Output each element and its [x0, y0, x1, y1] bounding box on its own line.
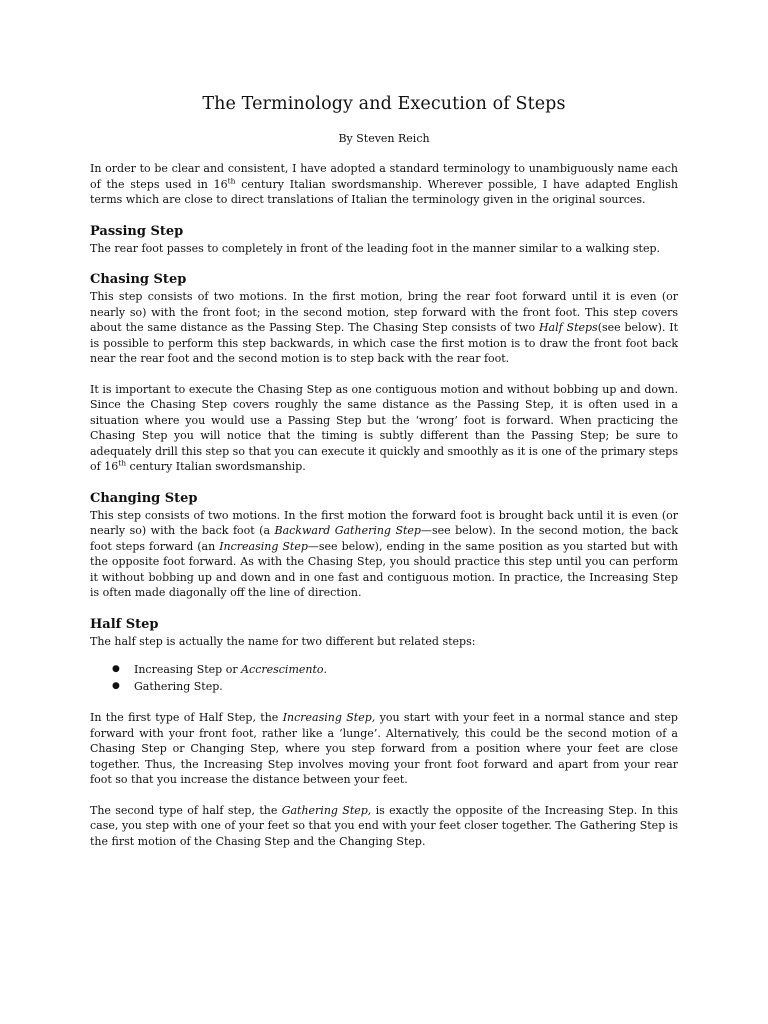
half-p3-text-1: The second type of half step, the — [90, 803, 282, 817]
half-step-list — [90, 661, 678, 695]
chasing-p1-emphasis: Half Steps — [538, 321, 598, 334]
intro-sup: th — [227, 175, 236, 185]
half-paragraph-2 — [90, 710, 678, 788]
changing-text-3: —see below), ending in the same position as you started but with the opposite foot forward. As with the Chasing Step, you should practice this step until you can perform it without bobbing up and down and in one fast and contiguous motion. In practice, the Increasing Step is often made diagonally off the line of direction. — [90, 539, 678, 599]
half-paragraph-3 — [90, 803, 678, 850]
half-p3-text-2: is exactly the opposite of the Increasing Step. In this case, you step with one of your feet so that you end with your feet closer together. The Gathering Step is the first motion of the Chasing Step and the Changing Step. — [90, 803, 679, 848]
list-item-emphasis: Accrescimento — [241, 663, 324, 676]
byline: By Steven Reich — [338, 132, 430, 145]
half-p2-text-2: you start with your feet in a normal stance and step forward with your front foot, rather like a ‘lunge’. Alternatively, this could be the second motion of a Chasing Step or Changing Step, where you step forward from a position where your feet are close together. Thus, the Increasing Step involves moving your front foot forward and apart from your rear foot so that you increase the distance between your feet. — [90, 711, 678, 786]
heading-chasing-step: Chasing Step — [90, 272, 187, 287]
half-paragraph-1: The half step is actually the name for two different but related steps: — [90, 634, 476, 648]
chasing-p2-text-1: It is important to execute the Chasing Step as one contiguous motion and without bobbing up and down. Since the Chasing Step covers roughly the same distance as the Passing Step, it is often used in a situation where you would use a Passing Step but the ‘wrong’ foot is forward. When practicing the Chasing Step you will notice that the timing is subtly different than the Passing Step; be sure to adequately drill this step so that you can execute it quickly and smoothly as it is one of the primary steps of 16 — [90, 382, 678, 473]
chasing-p2-text-2: century Italian swordsmanship. — [126, 460, 306, 473]
chasing-paragraph-2 — [90, 382, 678, 475]
page-title: The Terminology and Execution of Steps — [202, 94, 566, 114]
chasing-p1-text-1: This step consists of two motions. In the first motion, bring the rear foot forward until it is even (or nearly so) with the front foot; in the second motion, step forward with the front foot. This step covers about the same distance as the Passing Step. The Chasing Step consists of two — [90, 290, 678, 334]
chasing-p2-sup: th — [118, 458, 127, 468]
half-p2-emphasis: Increasing Step, — [282, 711, 376, 724]
chasing-p1-text-2: (see below). It is possible to perform this step backwards, in which case the first motion is to draw the front foot back near the rear foot and the second motion is to step back with the rear foot. — [90, 321, 679, 365]
half-p2-text-1: In the first type of Half Step, the — [90, 711, 283, 724]
intro-paragraph — [90, 161, 678, 208]
heading-half-step: Half Step — [90, 616, 159, 632]
passing-paragraph: The rear foot passes to completely in front of the leading foot in the manner similar to a walking step. — [90, 241, 661, 255]
half-p3-emphasis: Gathering Step, — [281, 803, 372, 817]
changing-text-2: —see below). In the second motion, the back foot steps forward (an — [90, 524, 678, 553]
heading-changing-step: Changing Step — [90, 490, 198, 506]
chasing-paragraph-1 — [90, 289, 678, 367]
intro-text-2: century Italian swordsmanship. Wherever possible, I have adapted English terms which are close to direct translations of Italian the terminology given in the original sources. — [90, 177, 678, 206]
section-half-step — [90, 616, 678, 850]
bullet-icon: ● — [112, 664, 120, 674]
section-chasing-step — [90, 271, 678, 475]
heading-passing-step: Passing Step — [90, 223, 184, 239]
list-item — [90, 678, 678, 695]
section-passing-step — [90, 223, 678, 257]
bullet-icon: ● — [112, 681, 120, 691]
list-item-text: Increasing Step or — [134, 663, 242, 676]
section-changing-step — [90, 490, 678, 601]
changing-emphasis-1: Backward Gathering Step — [274, 524, 421, 537]
changing-text-1: This step consists of two motions. In the first motion the forward foot is brought back until it is even (or nearly so) with the back foot (a — [90, 508, 678, 537]
intro-text-1: In order to be clear and consistent, I have adopted a standard terminology to unambiguously name each of the steps used in 16 — [90, 162, 678, 191]
list-item-text: Gathering Step. — [134, 680, 223, 693]
changing-emphasis-2: Increasing Step — [219, 539, 308, 553]
list-item — [90, 661, 678, 678]
list-item-text-end: . — [323, 663, 328, 676]
changing-paragraph — [90, 508, 678, 601]
